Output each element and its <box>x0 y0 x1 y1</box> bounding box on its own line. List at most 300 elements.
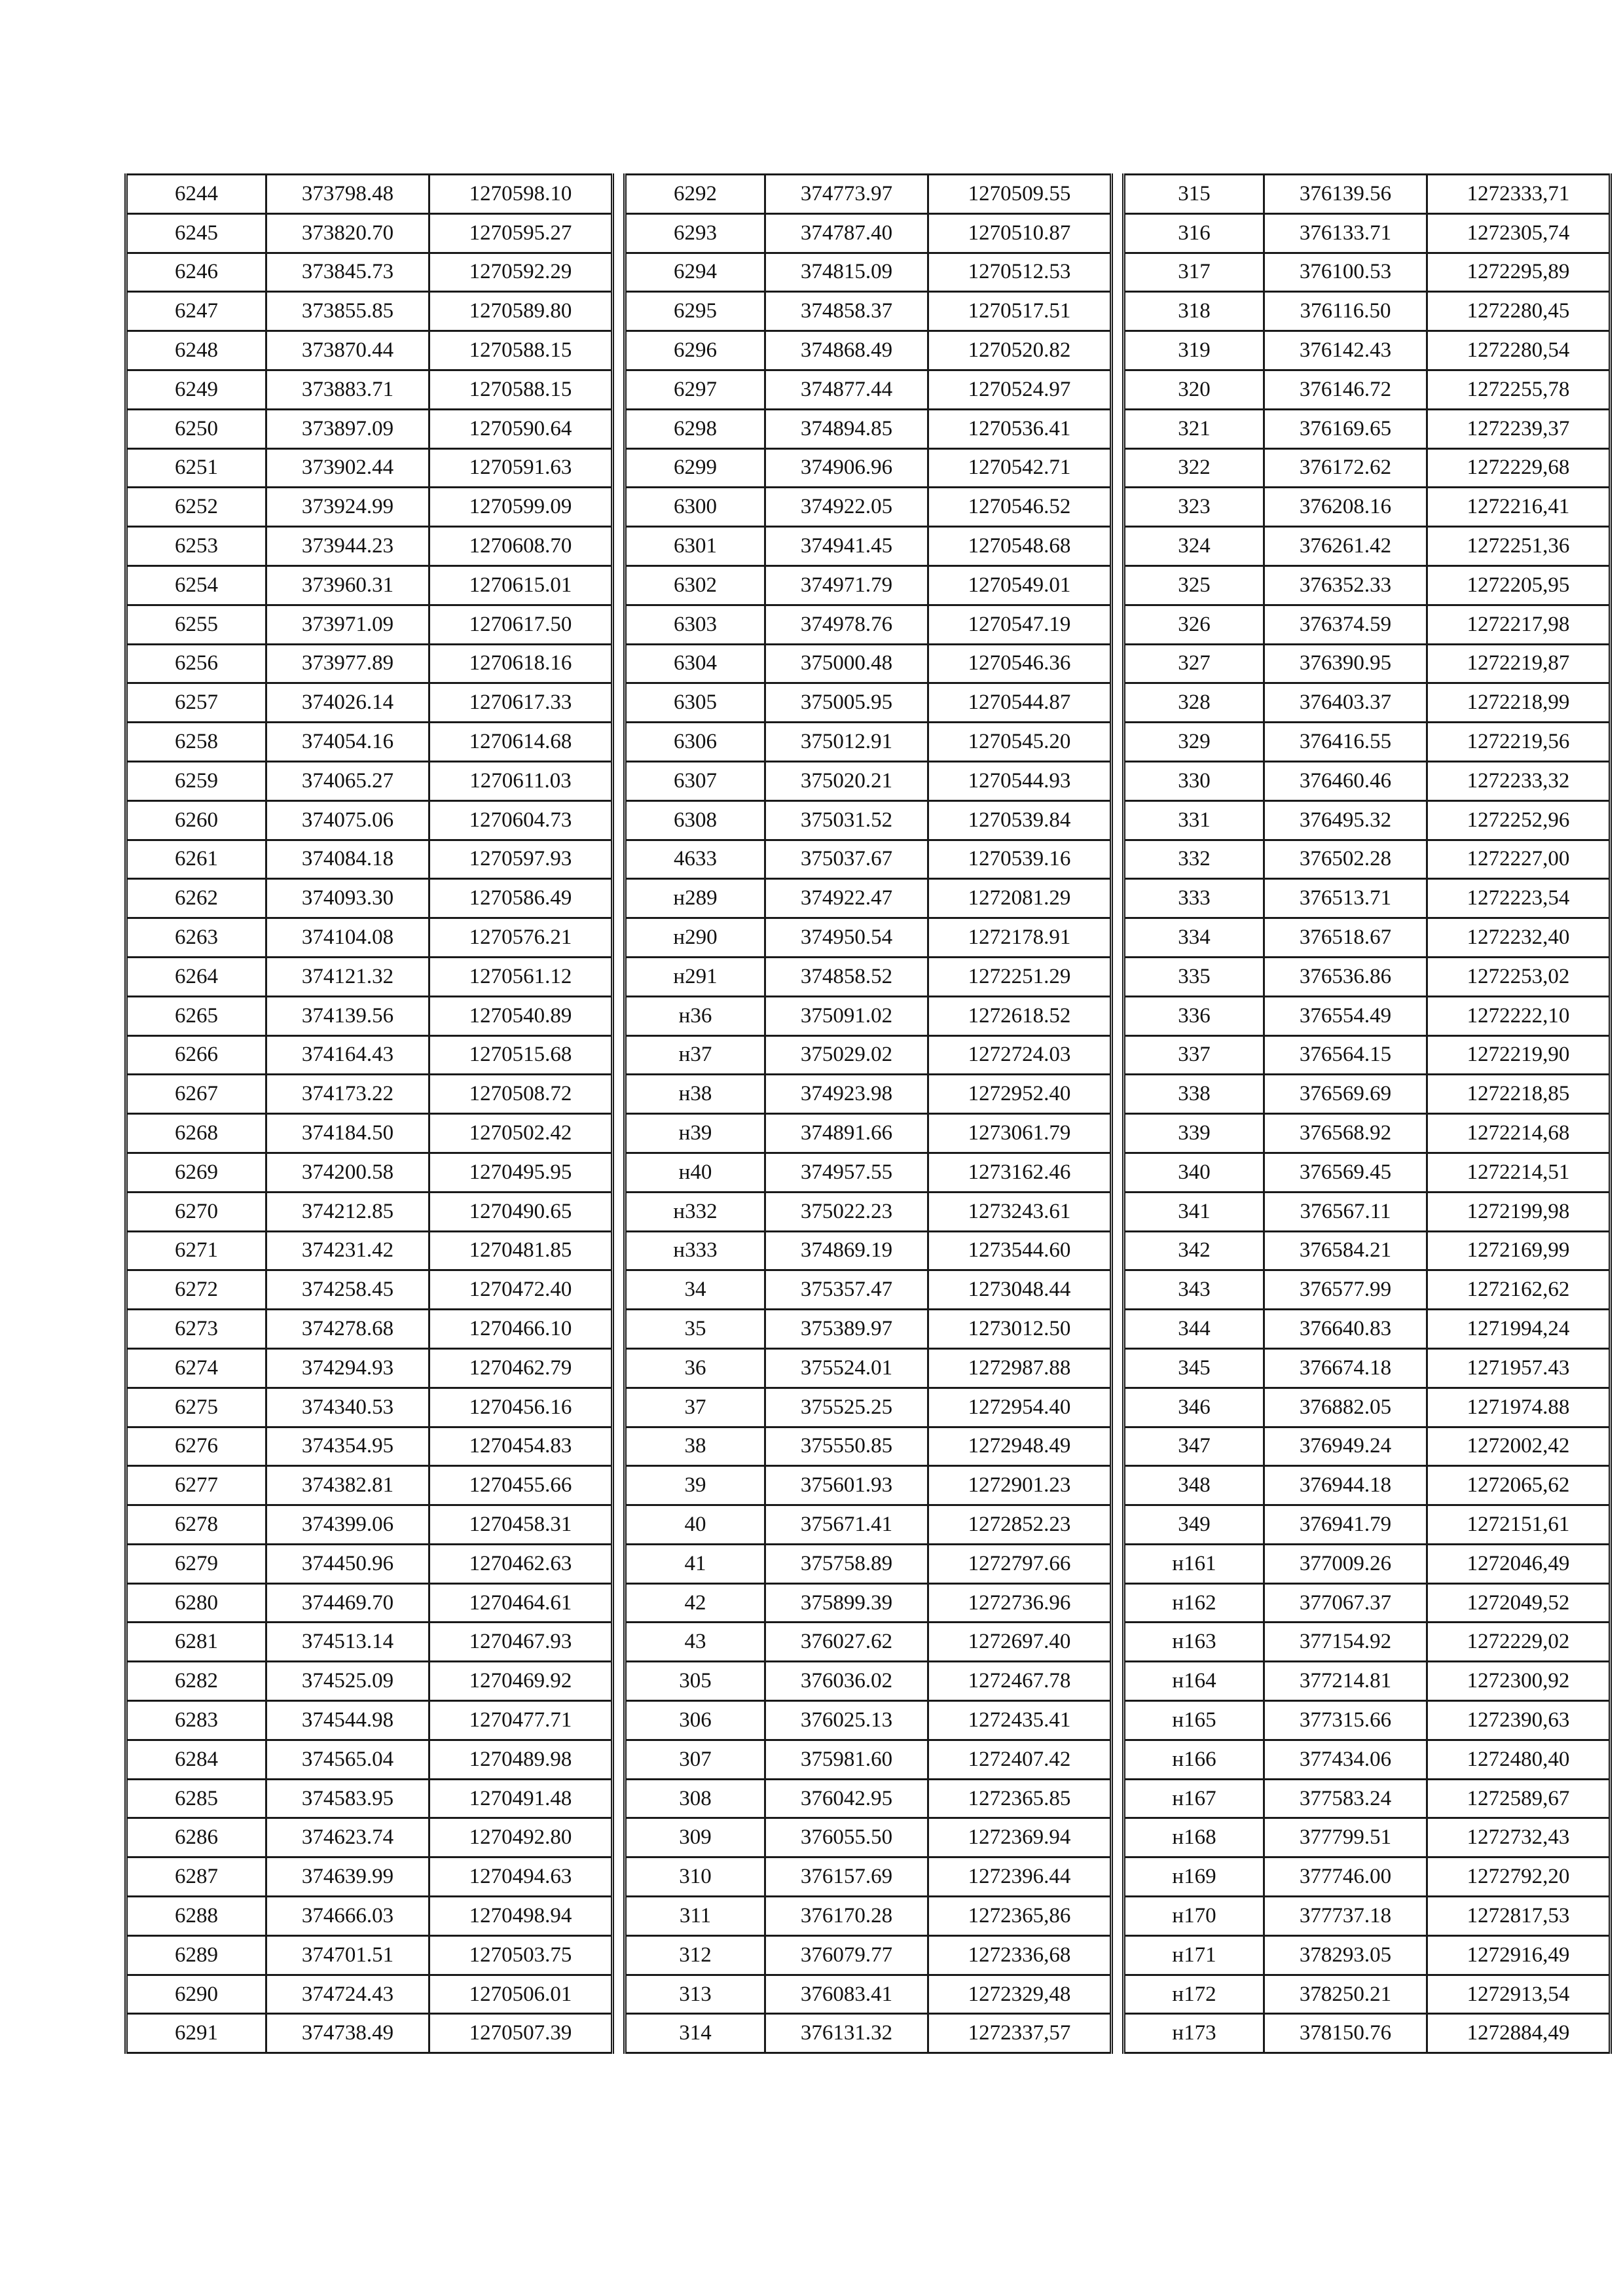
table-row <box>625 1857 1112 1897</box>
table-row <box>625 1427 1112 1466</box>
table-row <box>625 253 1112 292</box>
point-number-cell: 6279 <box>126 1544 266 1583</box>
y-coordinate-cell: 1270595.27 <box>429 213 613 253</box>
point-number-cell: 316 <box>1124 213 1264 253</box>
x-coordinate-cell: 373977.89 <box>266 644 429 683</box>
table-row <box>625 292 1112 331</box>
point-number-cell: 6283 <box>126 1701 266 1740</box>
x-coordinate-cell: 374354.95 <box>266 1427 429 1466</box>
point-number-cell: 321 <box>1124 409 1264 448</box>
point-number-cell: 346 <box>1124 1388 1264 1427</box>
y-coordinate-cell: 1272336,68 <box>928 1935 1112 1975</box>
point-number-cell: 6256 <box>126 644 266 683</box>
table-row <box>625 683 1112 723</box>
y-coordinate-cell: 1272280,54 <box>1427 331 1611 370</box>
point-number-cell: 6307 <box>625 761 765 800</box>
point-number-cell: н161 <box>1124 1544 1264 1583</box>
point-number-cell: 6273 <box>126 1310 266 1349</box>
y-coordinate-cell: 1270589.80 <box>429 292 613 331</box>
y-coordinate-cell: 1272239,37 <box>1427 409 1611 448</box>
point-number-cell: 313 <box>625 1975 765 2014</box>
point-number-cell: 324 <box>1124 527 1264 566</box>
point-number-cell: 314 <box>625 2014 765 2053</box>
table-row <box>625 1153 1112 1192</box>
y-coordinate-cell: 1272329,48 <box>928 1975 1112 2014</box>
y-coordinate-cell: 1270462.63 <box>429 1544 613 1583</box>
point-number-cell: 336 <box>1124 996 1264 1035</box>
y-coordinate-cell: 1270615.01 <box>429 565 613 605</box>
y-coordinate-cell: 1273243.61 <box>928 1192 1112 1231</box>
point-number-cell: 334 <box>1124 918 1264 958</box>
point-number-cell: 322 <box>1124 448 1264 488</box>
x-coordinate-cell: 374639.99 <box>266 1857 429 1897</box>
point-number-cell: 6292 <box>625 175 765 214</box>
point-number-cell: 6276 <box>126 1427 266 1466</box>
x-coordinate-cell: 376352.33 <box>1264 565 1427 605</box>
x-coordinate-cell: 374858.52 <box>765 957 928 996</box>
point-number-cell: 6306 <box>625 723 765 762</box>
x-coordinate-cell: 374278.68 <box>266 1310 429 1349</box>
x-coordinate-cell: 376941.79 <box>1264 1505 1427 1545</box>
x-coordinate-cell: 374075.06 <box>266 800 429 840</box>
table-row <box>625 1544 1112 1583</box>
point-number-cell: н163 <box>1124 1623 1264 1662</box>
y-coordinate-cell: 1270454.83 <box>429 1427 613 1466</box>
x-coordinate-cell: 373798.48 <box>266 175 429 214</box>
point-number-cell: 4633 <box>625 840 765 879</box>
point-number-cell: 6287 <box>126 1857 266 1897</box>
table-row <box>1124 644 1611 683</box>
y-coordinate-cell: 1272255,78 <box>1427 370 1611 409</box>
x-coordinate-cell: 374858.37 <box>765 292 928 331</box>
x-coordinate-cell: 374469.70 <box>266 1583 429 1623</box>
point-number-cell: 6255 <box>126 605 266 644</box>
x-coordinate-cell: 374891.66 <box>765 1114 928 1153</box>
point-number-cell: 323 <box>1124 488 1264 527</box>
table-row <box>1124 1231 1611 1270</box>
point-number-cell: н169 <box>1124 1857 1264 1897</box>
point-number-cell: 6304 <box>625 644 765 683</box>
table-row <box>1124 1662 1611 1701</box>
table-row <box>625 1740 1112 1779</box>
point-number-cell: н162 <box>1124 1583 1264 1623</box>
y-coordinate-cell: 1272232,40 <box>1427 918 1611 958</box>
table-row <box>1124 1818 1611 1857</box>
y-coordinate-cell: 1272178.91 <box>928 918 1112 958</box>
point-number-cell: 6251 <box>126 448 266 488</box>
table-row <box>1124 918 1611 958</box>
point-number-cell: н167 <box>1124 1779 1264 1818</box>
point-number-cell: н171 <box>1124 1935 1264 1975</box>
table-row <box>1124 879 1611 918</box>
y-coordinate-cell: 1270548.68 <box>928 527 1112 566</box>
point-number-cell: 40 <box>625 1505 765 1545</box>
table-row <box>1124 1075 1611 1114</box>
x-coordinate-cell: 374258.45 <box>266 1270 429 1310</box>
x-coordinate-cell: 376172.62 <box>1264 448 1427 488</box>
point-number-cell: 6275 <box>126 1388 266 1427</box>
table-row <box>625 175 1112 214</box>
table-row <box>625 723 1112 762</box>
y-coordinate-cell: 1270547.19 <box>928 605 1112 644</box>
point-number-cell: 339 <box>1124 1114 1264 1153</box>
x-coordinate-cell: 376025.13 <box>765 1701 928 1740</box>
table-row <box>126 448 613 488</box>
x-coordinate-cell: 374971.79 <box>765 565 928 605</box>
x-coordinate-cell: 375029.02 <box>765 1035 928 1075</box>
point-number-cell: н36 <box>625 996 765 1035</box>
y-coordinate-cell: 1272214,51 <box>1427 1153 1611 1192</box>
point-number-cell: 347 <box>1124 1427 1264 1466</box>
table-row <box>1124 723 1611 762</box>
x-coordinate-cell: 375981.60 <box>765 1740 928 1779</box>
table-row <box>126 331 613 370</box>
table-block <box>1122 173 1612 2054</box>
y-coordinate-cell: 1272390,63 <box>1427 1701 1611 1740</box>
table-row <box>625 1505 1112 1545</box>
table-row <box>1124 527 1611 566</box>
y-coordinate-cell: 1272697.40 <box>928 1623 1112 1662</box>
x-coordinate-cell: 376944.18 <box>1264 1466 1427 1505</box>
x-coordinate-cell: 376157.69 <box>765 1857 928 1897</box>
y-coordinate-cell: 1272407.42 <box>928 1740 1112 1779</box>
x-coordinate-cell: 375601.93 <box>765 1466 928 1505</box>
table-row <box>625 1662 1112 1701</box>
y-coordinate-cell: 1272467.78 <box>928 1662 1112 1701</box>
x-coordinate-cell: 373820.70 <box>266 213 429 253</box>
table-row <box>1124 253 1611 292</box>
table-row <box>1124 1583 1611 1623</box>
y-coordinate-cell: 1272218,99 <box>1427 683 1611 723</box>
y-coordinate-cell: 1270591.63 <box>429 448 613 488</box>
table-row <box>1124 565 1611 605</box>
y-coordinate-cell: 1270540.89 <box>429 996 613 1035</box>
point-number-cell: н333 <box>625 1231 765 1270</box>
point-number-cell: 328 <box>1124 683 1264 723</box>
x-coordinate-cell: 374701.51 <box>266 1935 429 1975</box>
x-coordinate-cell: 373924.99 <box>266 488 429 527</box>
table-row <box>126 488 613 527</box>
table-row <box>126 1779 613 1818</box>
x-coordinate-cell: 376042.95 <box>765 1779 928 1818</box>
table-row <box>126 1935 613 1975</box>
y-coordinate-cell: 1270611.03 <box>429 761 613 800</box>
x-coordinate-cell: 376569.45 <box>1264 1153 1427 1192</box>
point-number-cell: 6296 <box>625 331 765 370</box>
table-row <box>625 644 1112 683</box>
y-coordinate-cell: 1272252,96 <box>1427 800 1611 840</box>
x-coordinate-cell: 376518.67 <box>1264 918 1427 958</box>
point-number-cell: 35 <box>625 1310 765 1349</box>
point-number-cell: 6248 <box>126 331 266 370</box>
point-number-cell: 6281 <box>126 1623 266 1662</box>
y-coordinate-cell: 1272223,54 <box>1427 879 1611 918</box>
table-row <box>625 1114 1112 1153</box>
x-coordinate-cell: 374724.43 <box>266 1975 429 2014</box>
point-number-cell: 6263 <box>126 918 266 958</box>
x-coordinate-cell: 376142.43 <box>1264 331 1427 370</box>
y-coordinate-cell: 1272333,71 <box>1427 175 1611 214</box>
y-coordinate-cell: 1270494.63 <box>429 1857 613 1897</box>
point-number-cell: н172 <box>1124 1975 1264 2014</box>
point-number-cell: 6300 <box>625 488 765 527</box>
table-row <box>126 800 613 840</box>
point-number-cell: н290 <box>625 918 765 958</box>
point-number-cell: 6282 <box>126 1662 266 1701</box>
x-coordinate-cell: 375524.01 <box>765 1348 928 1388</box>
x-coordinate-cell: 376495.32 <box>1264 800 1427 840</box>
table-row <box>625 2014 1112 2053</box>
y-coordinate-cell: 1270588.15 <box>429 331 613 370</box>
table-row <box>1124 1035 1611 1075</box>
x-coordinate-cell: 374868.49 <box>765 331 928 370</box>
table-row <box>126 1348 613 1388</box>
point-number-cell: 327 <box>1124 644 1264 683</box>
point-number-cell: 6271 <box>126 1231 266 1270</box>
point-number-cell: 337 <box>1124 1035 1264 1075</box>
table-row <box>1124 1466 1611 1505</box>
x-coordinate-cell: 373971.09 <box>266 605 429 644</box>
y-coordinate-cell: 1270617.50 <box>429 605 613 644</box>
y-coordinate-cell: 1270539.16 <box>928 840 1112 879</box>
point-number-cell: 318 <box>1124 292 1264 331</box>
y-coordinate-cell: 1270539.84 <box>928 800 1112 840</box>
table-row <box>1124 1935 1611 1975</box>
y-coordinate-cell: 1270592.29 <box>429 253 613 292</box>
x-coordinate-cell: 374054.16 <box>266 723 429 762</box>
y-coordinate-cell: 1270455.66 <box>429 1466 613 1505</box>
point-number-cell: 312 <box>625 1935 765 1975</box>
x-coordinate-cell: 376882.05 <box>1264 1388 1427 1427</box>
table-row <box>126 1270 613 1310</box>
point-number-cell: 37 <box>625 1388 765 1427</box>
y-coordinate-cell: 1270588.15 <box>429 370 613 409</box>
table-row <box>1124 1623 1611 1662</box>
y-coordinate-cell: 1270458.31 <box>429 1505 613 1545</box>
y-coordinate-cell: 1272219,56 <box>1427 723 1611 762</box>
y-coordinate-cell: 1270489.98 <box>429 1740 613 1779</box>
x-coordinate-cell: 374941.45 <box>765 527 928 566</box>
table-row <box>625 800 1112 840</box>
y-coordinate-cell: 1272205,95 <box>1427 565 1611 605</box>
y-coordinate-cell: 1270508.72 <box>429 1075 613 1114</box>
table-row <box>126 1701 613 1740</box>
y-coordinate-cell: 1270472.40 <box>429 1270 613 1310</box>
point-number-cell: 319 <box>1124 331 1264 370</box>
y-coordinate-cell: 1272954.40 <box>928 1388 1112 1427</box>
y-coordinate-cell: 1272369.94 <box>928 1818 1112 1857</box>
table-row <box>625 1466 1112 1505</box>
y-coordinate-cell: 1272724.03 <box>928 1035 1112 1075</box>
table-row <box>126 996 613 1035</box>
y-coordinate-cell: 1272817,53 <box>1427 1897 1611 1936</box>
point-number-cell: 6267 <box>126 1075 266 1114</box>
table-row <box>126 1583 613 1623</box>
point-number-cell: 6269 <box>126 1153 266 1192</box>
table-row <box>625 488 1112 527</box>
x-coordinate-cell: 374738.49 <box>266 2014 429 2053</box>
point-number-cell: 320 <box>1124 370 1264 409</box>
table-row <box>625 1818 1112 1857</box>
point-number-cell: 6284 <box>126 1740 266 1779</box>
x-coordinate-cell: 376403.37 <box>1264 683 1427 723</box>
table-row <box>126 1466 613 1505</box>
point-number-cell: 333 <box>1124 879 1264 918</box>
x-coordinate-cell: 376416.55 <box>1264 723 1427 762</box>
table-row <box>1124 996 1611 1035</box>
y-coordinate-cell: 1270545.20 <box>928 723 1112 762</box>
point-number-cell: 6302 <box>625 565 765 605</box>
table-row <box>126 644 613 683</box>
y-coordinate-cell: 1272280,45 <box>1427 292 1611 331</box>
y-coordinate-cell: 1272916,49 <box>1427 1935 1611 1975</box>
table-row <box>625 761 1112 800</box>
x-coordinate-cell: 376567.11 <box>1264 1192 1427 1231</box>
x-coordinate-cell: 374212.85 <box>266 1192 429 1231</box>
x-coordinate-cell: 376536.86 <box>1264 957 1427 996</box>
y-coordinate-cell: 1272219,87 <box>1427 644 1611 683</box>
y-coordinate-cell: 1272081.29 <box>928 879 1112 918</box>
x-coordinate-cell: 374294.93 <box>266 1348 429 1388</box>
table-row <box>625 1035 1112 1075</box>
point-number-cell: 6265 <box>126 996 266 1035</box>
y-coordinate-cell: 1271974.88 <box>1427 1388 1611 1427</box>
x-coordinate-cell: 377315.66 <box>1264 1701 1427 1740</box>
y-coordinate-cell: 1270456.16 <box>429 1388 613 1427</box>
y-coordinate-cell: 1270590.64 <box>429 409 613 448</box>
x-coordinate-cell: 376577.99 <box>1264 1270 1427 1310</box>
table-row <box>625 1701 1112 1740</box>
y-coordinate-cell: 1272219,90 <box>1427 1035 1611 1075</box>
x-coordinate-cell: 374623.74 <box>266 1818 429 1857</box>
table-row <box>1124 1348 1611 1388</box>
table-row <box>625 213 1112 253</box>
x-coordinate-cell: 376674.18 <box>1264 1348 1427 1388</box>
y-coordinate-cell: 1270597.93 <box>429 840 613 879</box>
table-row <box>126 1388 613 1427</box>
point-number-cell: н168 <box>1124 1818 1264 1857</box>
point-number-cell: 343 <box>1124 1270 1264 1310</box>
table-row <box>1124 957 1611 996</box>
x-coordinate-cell: 376208.16 <box>1264 488 1427 527</box>
y-coordinate-cell: 1272199,98 <box>1427 1192 1611 1231</box>
y-coordinate-cell: 1272229,02 <box>1427 1623 1611 1662</box>
x-coordinate-cell: 376133.71 <box>1264 213 1427 253</box>
y-coordinate-cell: 1270614.68 <box>429 723 613 762</box>
point-number-cell: 340 <box>1124 1153 1264 1192</box>
table-row <box>1124 292 1611 331</box>
y-coordinate-cell: 1272216,41 <box>1427 488 1611 527</box>
table-row <box>1124 761 1611 800</box>
y-coordinate-cell: 1272948.49 <box>928 1427 1112 1466</box>
x-coordinate-cell: 374065.27 <box>266 761 429 800</box>
table-row <box>1124 213 1611 253</box>
table-row <box>126 1310 613 1349</box>
point-number-cell: 309 <box>625 1818 765 1857</box>
point-number-cell: 6266 <box>126 1035 266 1075</box>
y-coordinate-cell: 1270520.82 <box>928 331 1112 370</box>
table-row <box>625 840 1112 879</box>
table-row <box>1124 800 1611 840</box>
table-row <box>1124 488 1611 527</box>
y-coordinate-cell: 1272253,02 <box>1427 957 1611 996</box>
x-coordinate-cell: 376502.28 <box>1264 840 1427 879</box>
table-row <box>1124 1114 1611 1153</box>
y-coordinate-cell: 1272852.23 <box>928 1505 1112 1545</box>
point-number-cell: 36 <box>625 1348 765 1388</box>
table-row <box>126 1897 613 1936</box>
x-coordinate-cell: 377067.37 <box>1264 1583 1427 1623</box>
x-coordinate-cell: 374139.56 <box>266 996 429 1035</box>
x-coordinate-cell: 375000.48 <box>765 644 928 683</box>
x-coordinate-cell: 375020.21 <box>765 761 928 800</box>
y-coordinate-cell: 1270469.92 <box>429 1662 613 1701</box>
x-coordinate-cell: 375005.95 <box>765 683 928 723</box>
x-coordinate-cell: 376569.69 <box>1264 1075 1427 1114</box>
x-coordinate-cell: 376513.71 <box>1264 879 1427 918</box>
point-number-cell: 6295 <box>625 292 765 331</box>
point-number-cell: 6261 <box>126 840 266 879</box>
table-row <box>126 723 613 762</box>
table-row <box>1124 605 1611 644</box>
x-coordinate-cell: 376146.72 <box>1264 370 1427 409</box>
table-row <box>625 996 1112 1035</box>
point-number-cell: н40 <box>625 1153 765 1192</box>
y-coordinate-cell: 1272618.52 <box>928 996 1112 1035</box>
x-coordinate-cell: 374815.09 <box>765 253 928 292</box>
y-coordinate-cell: 1272913,54 <box>1427 1975 1611 2014</box>
x-coordinate-cell: 376100.53 <box>1264 253 1427 292</box>
y-coordinate-cell: 1270512.53 <box>928 253 1112 292</box>
point-number-cell: 6305 <box>625 683 765 723</box>
table-row <box>625 1897 1112 1936</box>
y-coordinate-cell: 1273544.60 <box>928 1231 1112 1270</box>
table-row <box>625 605 1112 644</box>
table-row <box>126 409 613 448</box>
x-coordinate-cell: 376568.92 <box>1264 1114 1427 1153</box>
point-number-cell: н39 <box>625 1114 765 1153</box>
x-coordinate-cell: 378293.05 <box>1264 1935 1427 1975</box>
y-coordinate-cell: 1272736.96 <box>928 1583 1112 1623</box>
point-number-cell: 6257 <box>126 683 266 723</box>
table-row <box>126 253 613 292</box>
table-row <box>126 957 613 996</box>
point-number-cell: 6278 <box>126 1505 266 1545</box>
table-row <box>126 1231 613 1270</box>
table-row <box>1124 1505 1611 1545</box>
y-coordinate-cell: 1270510.87 <box>928 213 1112 253</box>
point-number-cell: 6285 <box>126 1779 266 1818</box>
x-coordinate-cell: 374950.54 <box>765 918 928 958</box>
x-coordinate-cell: 378150.76 <box>1264 2014 1427 2053</box>
table-row <box>126 370 613 409</box>
table-row <box>625 331 1112 370</box>
table-row <box>1124 840 1611 879</box>
y-coordinate-cell: 1272589,67 <box>1427 1779 1611 1818</box>
point-number-cell: 6253 <box>126 527 266 566</box>
x-coordinate-cell: 375525.25 <box>765 1388 928 1427</box>
y-coordinate-cell: 1270617.33 <box>429 683 613 723</box>
x-coordinate-cell: 375550.85 <box>765 1427 928 1466</box>
point-number-cell: 6308 <box>625 800 765 840</box>
x-coordinate-cell: 376390.95 <box>1264 644 1427 683</box>
y-coordinate-cell: 1270536.41 <box>928 409 1112 448</box>
x-coordinate-cell: 375671.41 <box>765 1505 928 1545</box>
x-coordinate-cell: 374231.42 <box>266 1231 429 1270</box>
point-number-cell: 39 <box>625 1466 765 1505</box>
x-coordinate-cell: 377746.00 <box>1264 1857 1427 1897</box>
point-number-cell: 6246 <box>126 253 266 292</box>
